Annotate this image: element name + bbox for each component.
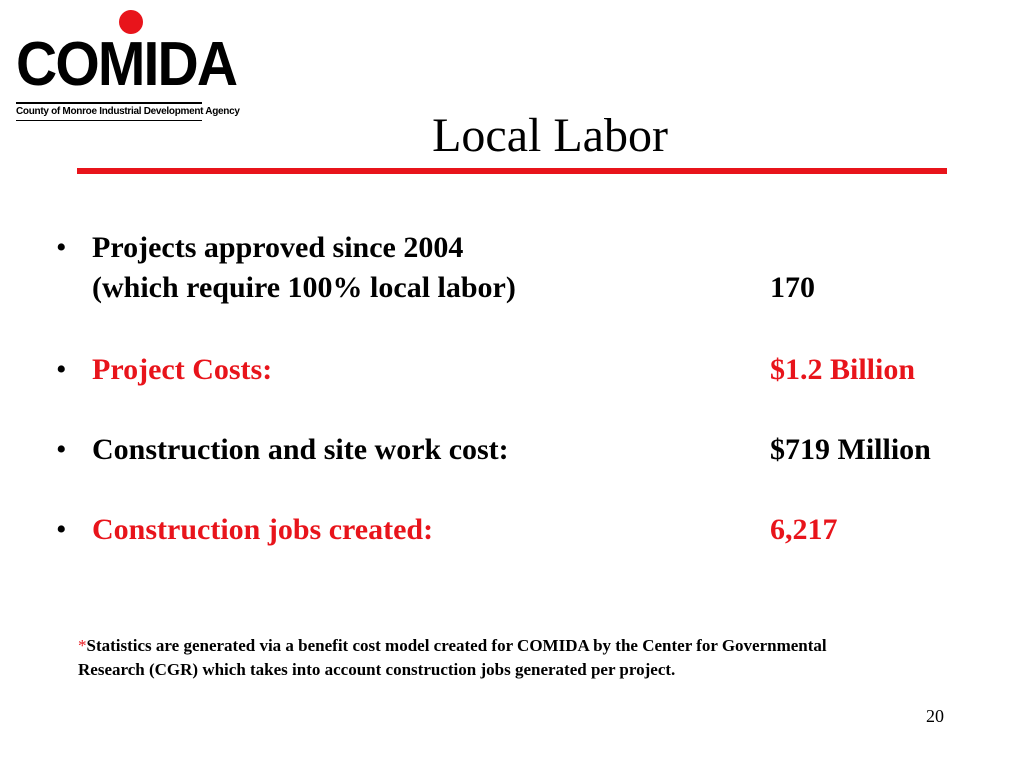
bullet-icon: •	[56, 353, 67, 386]
page-number: 20	[926, 706, 944, 726]
bullet-label: Projects approved since 2004	[92, 231, 464, 264]
bullet-value: $719 Million	[770, 433, 931, 466]
bullet-icon: •	[56, 231, 67, 264]
bullet-label-sub: (which require 100% local labor)	[92, 271, 516, 304]
bullet-icon: •	[56, 513, 67, 546]
bullet-label: Construction jobs created:	[92, 513, 434, 546]
logo-wordmark	[16, 28, 237, 99]
footnote-marker: *	[78, 636, 87, 655]
bullet-value: 6,217	[770, 513, 838, 546]
bullet-value: $1.2 Billion	[770, 353, 916, 386]
logo-subtitle: County of Monroe Industrial Development Agency	[16, 106, 240, 117]
footnote	[78, 634, 858, 682]
logo-divider	[16, 102, 202, 104]
logo-divider-bottom	[16, 120, 202, 121]
comida-logo	[16, 10, 240, 122]
bullet-label: Construction and site work cost:	[92, 433, 509, 466]
title-underline	[77, 168, 947, 174]
footnote-text: Statistics are generated via a benefit cost model created for COMIDA by the Center for Governmental Research (CGR) which takes into account construction jobs generated per project.	[78, 636, 827, 679]
bullet-label: Project Costs:	[92, 353, 273, 386]
slide-title: Local Labor	[432, 109, 668, 162]
bullet-icon: •	[56, 433, 67, 466]
logo-name: COMIDA	[16, 30, 237, 99]
bullet-value: 170	[770, 271, 815, 304]
